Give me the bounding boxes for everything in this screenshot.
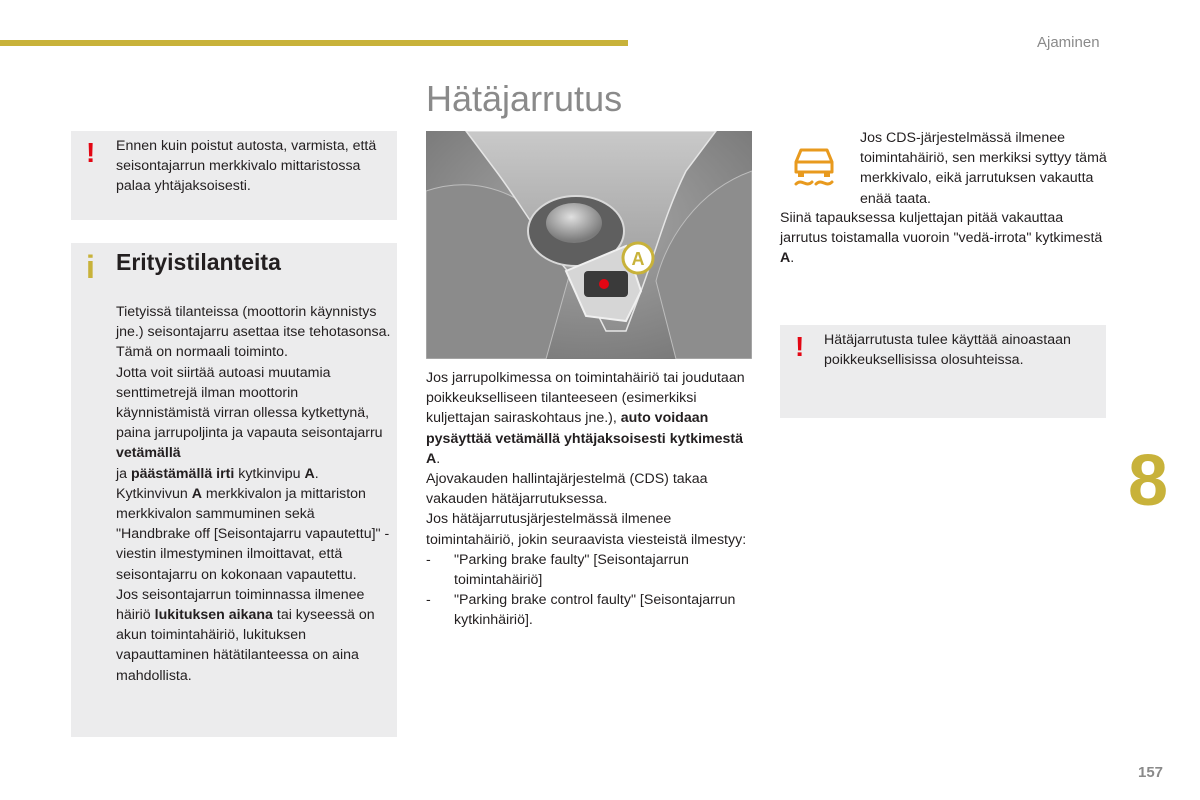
- page-title: Hätäjarrutus: [426, 78, 623, 119]
- info-body: [116, 302, 392, 686]
- message-list: [426, 550, 748, 631]
- page-number: 157: [1138, 764, 1164, 781]
- cds-warning-text: Jos CDS-järjestelmässä ilmenee toimintahäiriö, sen merkiksi syttyy tämä merkkivalo, eikä jarrutuksen vakautta enää taata.: [860, 130, 1107, 207]
- list-item: - "Parking brake control faulty" [Seisontajarrun kytkinhäiriö].: [426, 592, 736, 629]
- info-paragraph: Kytkinvivun A merkkivalon ja mittariston merkkivalon sammuminen sekä "Handbrake off [Seisontajarru vapautettu]" -viestin ilmestyminen ilmoittavat, että seisontajarru on kokonaan vapautettu.: [116, 485, 390, 583]
- middle-paragraph: Jos hätäjarrutusjärjestelmässä ilmenee toimintahäiriö, jokin seuraavista viesteistä ilmestyy:: [426, 511, 747, 548]
- callout-label: A: [631, 249, 645, 269]
- warning-box-bottom: [780, 325, 1106, 418]
- exclamation-icon: !: [86, 137, 96, 168]
- middle-paragraph: Ajovakauden hallintajärjestelmä (CDS) takaa vakauden hätäjarrutuksessa.: [426, 471, 708, 508]
- header-rule: [0, 40, 628, 46]
- info-heading: Erityistilanteita: [116, 249, 281, 275]
- info-paragraph: Tietyissä tilanteissa (moottorin käynnistys jne.) seisontajarru asettaa itse tehotasonsa. Tämä on normaali toiminto.: [116, 304, 391, 361]
- stability-control-icon: [788, 142, 840, 190]
- parking-brake-illustration: [426, 131, 752, 359]
- middle-paragraph: Jos jarrupolkimessa on toimintahäiriö tai joudutaan poikkeukselliseen tilanteeseen (esimerkiksi kuljettajan sairaskohtaus jne.), auto voidaan pysäyttää vetämällä yhtäjaksoisesti kytkimestä A.: [426, 370, 745, 467]
- list-item: - "Parking brake faulty" [Seisontajarrun toimintahäiriö]: [426, 551, 689, 589]
- info-icon: i: [86, 249, 95, 285]
- section-name: Ajaminen: [1037, 34, 1100, 51]
- info-paragraph: Jos seisontajarrun toiminnassa ilmenee häiriö lukituksen aikana tai kyseessä on akun toimintahäiriö, lukituksen vapauttaminen hätätilanteessa on aina mahdollista.: [116, 586, 375, 684]
- warning-text: Ennen kuin poistut autosta, varmista, että seisontajarrun merkkivalo mittaristossa palaa yhtäjaksoisesti.: [116, 138, 377, 195]
- info-paragraph: Jotta voit siirtää autoasi muutamia senttimetrejä ilman moottorin käynnistämistä virran ollessa kytkettynä, paina jarrupoljinta ja vapauta seisontajarru vetämällä ja päästämällä irti kytkinvipu A.: [116, 364, 383, 482]
- info-box: [71, 243, 397, 737]
- chapter-number: 8: [1128, 441, 1169, 521]
- warning-box-top: [71, 131, 397, 220]
- warning-text: Hätäjarrutusta tulee käyttää ainoastaan poikkeuksellisissa olosuhteissa.: [824, 332, 1071, 369]
- middle-column: [426, 368, 748, 631]
- exclamation-icon: !: [795, 331, 805, 362]
- cds-instruction-text: Siinä tapauksessa kuljettajan pitää vakauttaa jarrutus toistamalla vuoroin "vedä-irrota" kytkimestä A.: [780, 210, 1103, 267]
